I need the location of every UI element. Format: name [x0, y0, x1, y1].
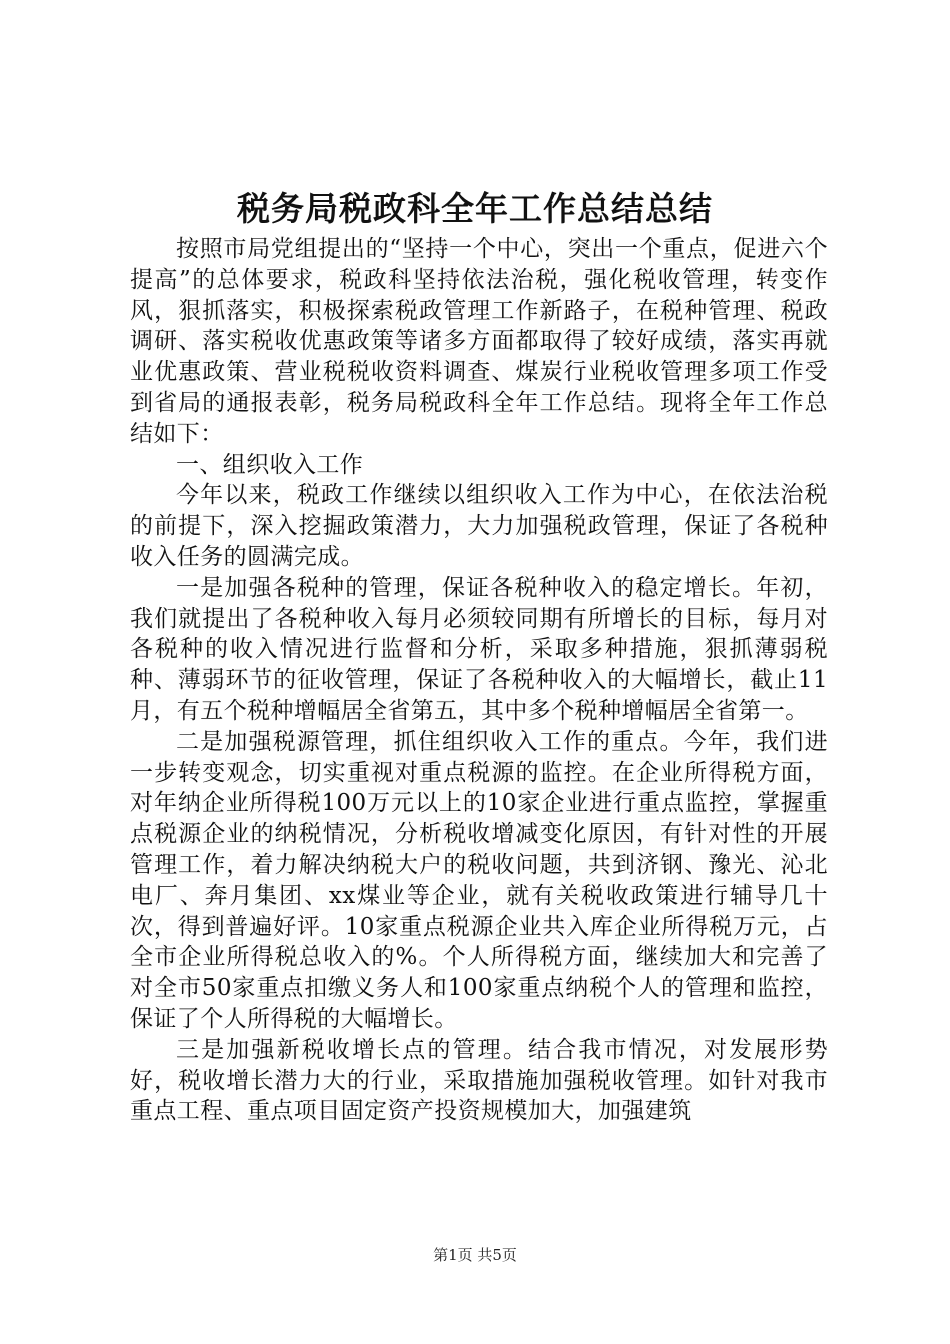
page-footer [0, 1244, 950, 1266]
document-title: 税务局税政科全年工作总结总结 [237, 189, 713, 228]
paragraph-point-1: 一是加强各税种的管理，保证各税种收入的稳定增长。年初，我们就提出了各税种收入每月必须较同期有所增长的目标，每月对各税种的收入情况进行监督和分析，采取多种措施，狠抓薄弱税种、薄弱环节的征收管理，保证了各税种收入的大幅增长，截止11月，有五个税种增幅居全省第五，其中多个税种增幅居全省第一。 [130, 574, 828, 724]
section-heading-1: 一、组织收入工作 [176, 451, 364, 478]
page-number: 第1页 共5页 [433, 1246, 517, 1264]
paragraph-point-3: 三是加强新税收增长点的管理。结合我市情况，对发展形势好，税收增长潜力大的行业，采取措施加强税收管理。如针对我市重点工程、重点项目固定资产投资规模加大，加强建筑 [130, 1036, 828, 1125]
document-body [130, 234, 828, 1127]
paragraph-section-1-intro: 今年以来，税政工作继续以组织收入工作为中心，在依法治税的前提下，深入挖掘政策潜力，大力加强税政管理，保证了各税种收入任务的圆满完成。 [130, 482, 828, 570]
paragraph-intro: 按照市局党组提出的“坚持一个中心，突出一个重点，促进六个提高”的总体要求，税政科坚持依法治税，强化税收管理，转变作风，狠抓落实，积极探索税政管理工作新路子，在税种管理、税政调研、落实税收优惠政策等诸多方面都取得了较好成绩，落实再就业优惠政策、营业税税收资料调查、煤炭行业税收管理多项工作受到省局的通报表彰，税务局税政科全年工作总结。现将全年工作总结如下： [130, 236, 828, 447]
paragraph-point-2: 二是加强税源管理，抓住组织收入工作的重点。今年，我们进一步转变观念，切实重视对重点税源的监控。在企业所得税方面，对年纳企业所得税100万元以上的10家企业进行重点监控，掌握重点税源企业的纳税情况，分析税收增减变化原因，有针对性的开展管理工作，着力解决纳税大户的税收问题，共到济钢、豫光、沁北电厂、奔月集团、xx煤业等企业，就有关税收政策进行辅导几十次，得到普遍好评。10家重点税源企业共入库企业所得税万元，占全市企业所得税总收入的%。个人所得税方面，继续加大和完善了对全市50家重点扣缴义务人和100家重点纳税个人的管理和监控，保证了个人所得税的大幅增长。 [130, 728, 828, 1032]
